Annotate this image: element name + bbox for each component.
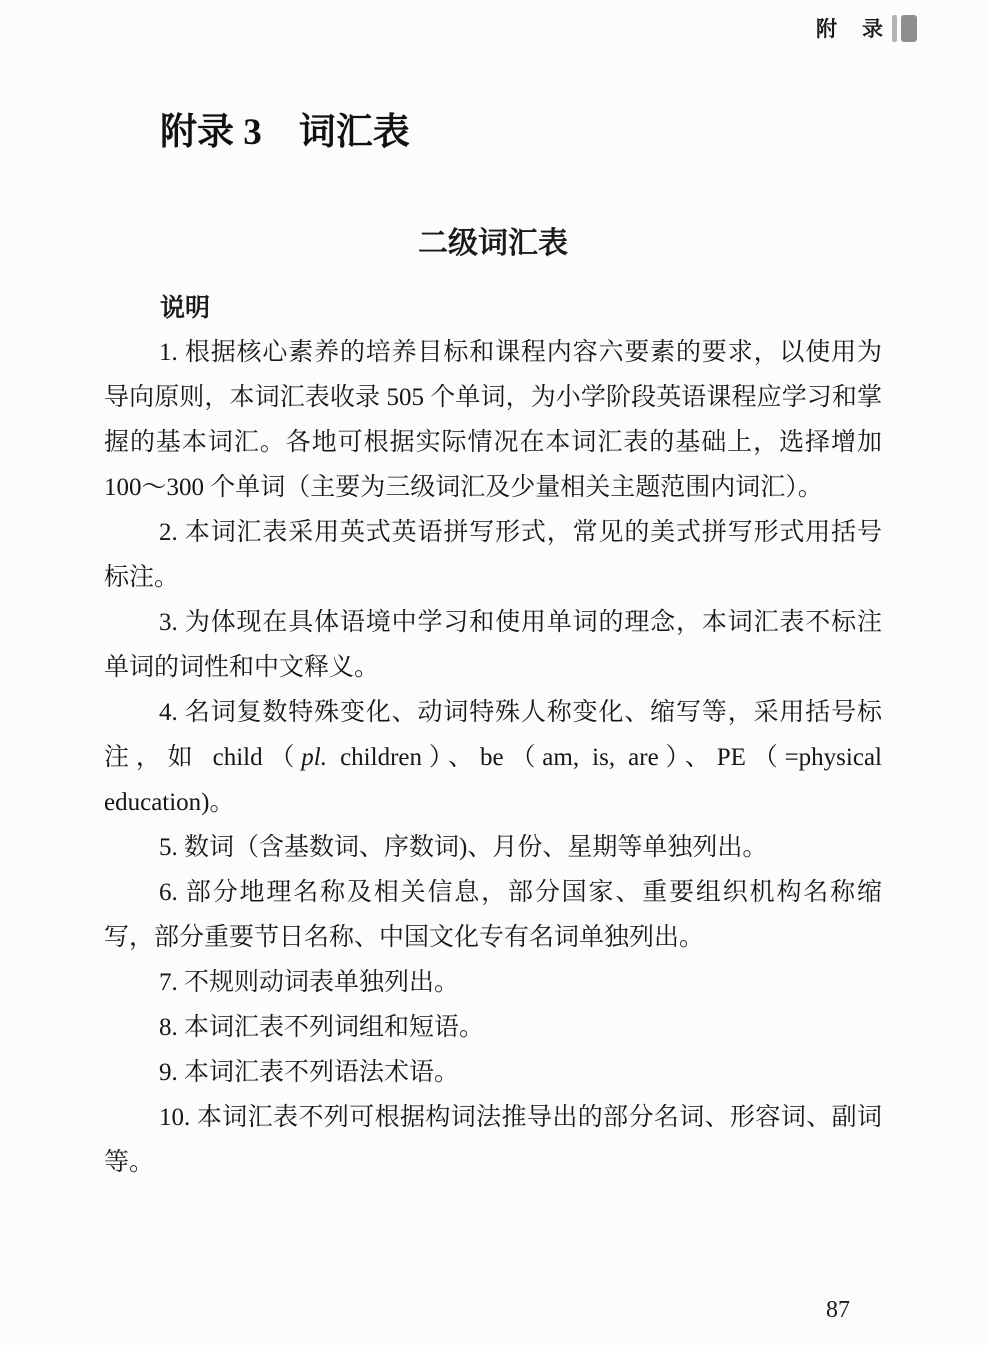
instruction-paragraph — [104, 1095, 882, 1185]
page-title: 附录 3 词汇表 — [160, 112, 410, 153]
vocabulary-level-subtitle: 二级词汇表 — [418, 227, 568, 260]
instruction-text: 10. 本词汇表不列可根据构词法推导出的部分名词、形容词、副词等。 — [104, 1104, 882, 1176]
instruction-text: 5. 数词（含基数词、序数词)、月份、星期等单独列出。 — [159, 834, 768, 861]
instruction-paragraph — [104, 510, 882, 600]
instruction-paragraph — [104, 1005, 882, 1050]
content-column — [104, 0, 882, 1185]
instruction-text: 1. 根据核心素养的培养目标和课程内容六要素的要求，以使用为导向原则，本词汇表收录 505 个单词，为小学阶段英语课程应学习和掌握的基本词汇。各地可根据实际情况在本词汇表的基础上，选择增加 100～300 个单词（主要为三级词汇及少量相关主题范围内词汇）。 — [104, 339, 882, 501]
running-head-label: 附 录 — [816, 17, 885, 41]
instruction-paragraph — [104, 600, 882, 690]
instruction-text: 4. 名词复数特殊变化、动词特殊人称变化、缩写等，采用括号标注，如 child（ — [104, 699, 882, 771]
instruction-text: 7. 不规则动词表单独列出。 — [159, 969, 460, 996]
instruction-paragraph — [104, 960, 882, 1005]
instruction-text-italic: pl. — [301, 744, 327, 771]
section-heading-shuoming: 说明 — [160, 294, 211, 322]
instruction-text: 9. 本词汇表不列语法术语。 — [159, 1059, 460, 1086]
instruction-paragraph — [104, 330, 882, 510]
instruction-text: 3. 为体现在具体语境中学习和使用单词的理念，本词汇表不标注单词的词性和中文释义。 — [104, 609, 882, 681]
instruction-paragraph — [104, 690, 882, 825]
instruction-paragraph — [104, 825, 882, 870]
instruction-text: 8. 本词汇表不列词组和短语。 — [159, 1014, 485, 1041]
page-number: 87 — [826, 1297, 850, 1323]
instruction-text: 2. 本词汇表采用英式英语拼写形式，常见的美式拼写形式用括号标注。 — [104, 519, 882, 591]
instruction-paragraph — [104, 870, 882, 960]
instructions-list — [104, 330, 882, 1185]
appendix-marker-thick-bar-icon — [901, 15, 917, 42]
instruction-text: 6. 部分地理名称及相关信息，部分国家、重要组织机构名称缩写，部分重要节日名称、中国文化专有名词单独列出。 — [104, 879, 882, 951]
instruction-text: children）、be（am, is, are）、PE（=physical education)。 — [104, 744, 882, 816]
appendix-marker-thin-bar-icon — [892, 15, 897, 42]
instruction-paragraph — [104, 1050, 882, 1095]
